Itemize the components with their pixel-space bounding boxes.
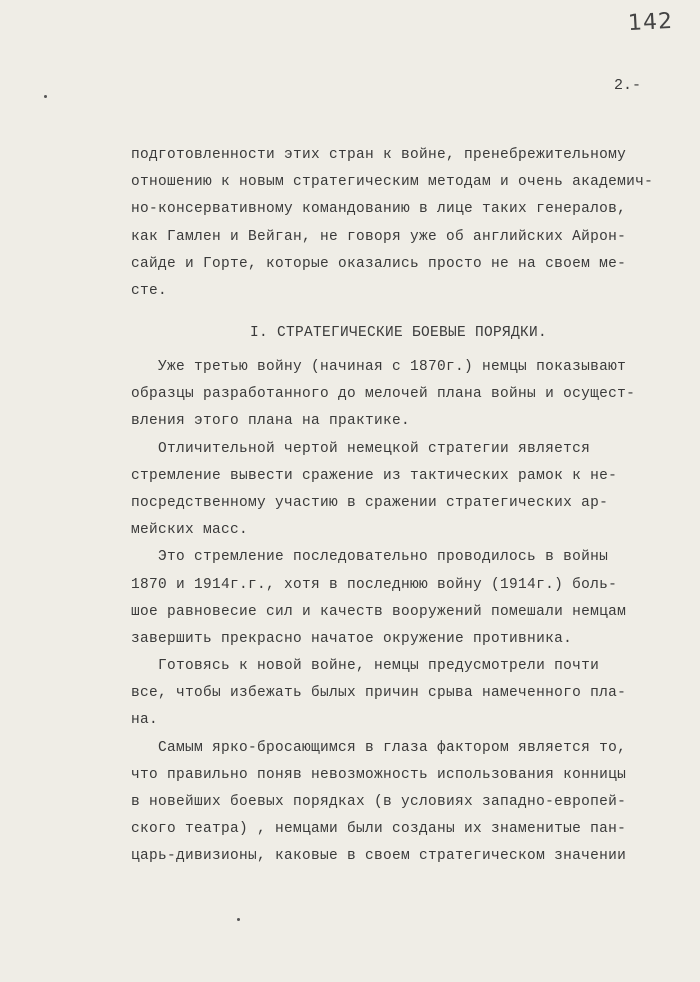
text-line: Уже третью войну (начиная с 1870г.) немцы показывают <box>131 359 627 375</box>
text-line: Готовясь к новой войне, немцы предусмотрели почти <box>131 658 600 675</box>
text-line: Отличительной чертой немецкой стратегии является <box>131 440 591 457</box>
text-line: стремление вывести сражение из тактических рамок к не- <box>131 467 618 484</box>
text-line: что правильно поняв невозможность использования конницы <box>131 766 627 783</box>
ink-speck <box>237 918 240 921</box>
text-line: мейских масс. <box>131 522 249 539</box>
text-line: как Гамлен и Вейган, не говоря уже об английских Айрон- <box>131 228 627 245</box>
ink-speck <box>44 95 47 98</box>
text-line: ского театра) , немцами были созданы их знаменитые пан- <box>131 821 627 838</box>
text-line: все, чтобы избежать былых причин срыва намеченного пла- <box>131 685 627 702</box>
intro-paragraph <box>131 142 671 305</box>
text-line: Это стремление последовательно проводилось в войны <box>131 549 609 566</box>
text-line: 1870 и 1914г.г., хотя в последнюю войну (1914г.) боль- <box>131 576 618 593</box>
text-line: вления этого плана на практике. <box>131 413 411 430</box>
text-line: царь-дивизионы, каковые в своем стратегическом значении <box>131 848 627 865</box>
page-number: 2.- <box>614 77 642 94</box>
text-line: в новейших боевых порядках (в условиях западно-европей- <box>131 794 627 810</box>
text-line: завершить прекрасно начатое окружение противника. <box>131 630 573 647</box>
text-line: образцы разработанного до мелочей плана войны и осущест- <box>131 386 636 403</box>
text-line: на. <box>131 712 159 729</box>
text-line: шое равновесие сил и качеств вооружений помешали немцам <box>131 603 627 620</box>
folio-number: 142 <box>627 8 674 37</box>
section-heading: I. СТРАТЕГИЧЕСКИЕ БОЕВЫЕ ПОРЯДКИ. <box>250 325 548 341</box>
text-line: сте. <box>131 282 168 299</box>
text-line: посредственному участию в сражении стратегических ар- <box>131 494 609 511</box>
section-body <box>131 352 671 869</box>
text-line: Самым ярко-бросающимся в глаза фактором является то, <box>131 739 627 756</box>
text-line: сайде и Горте, которые оказались просто не на своем ме- <box>131 255 627 272</box>
text-line: но-консервативному командованию в лице таких генералов, <box>131 201 627 218</box>
text-line: подготовленности этих стран к войне, пренебрежительному <box>131 147 627 163</box>
text-line: отношению к новым стратегическим методам и очень академич- <box>131 174 654 191</box>
